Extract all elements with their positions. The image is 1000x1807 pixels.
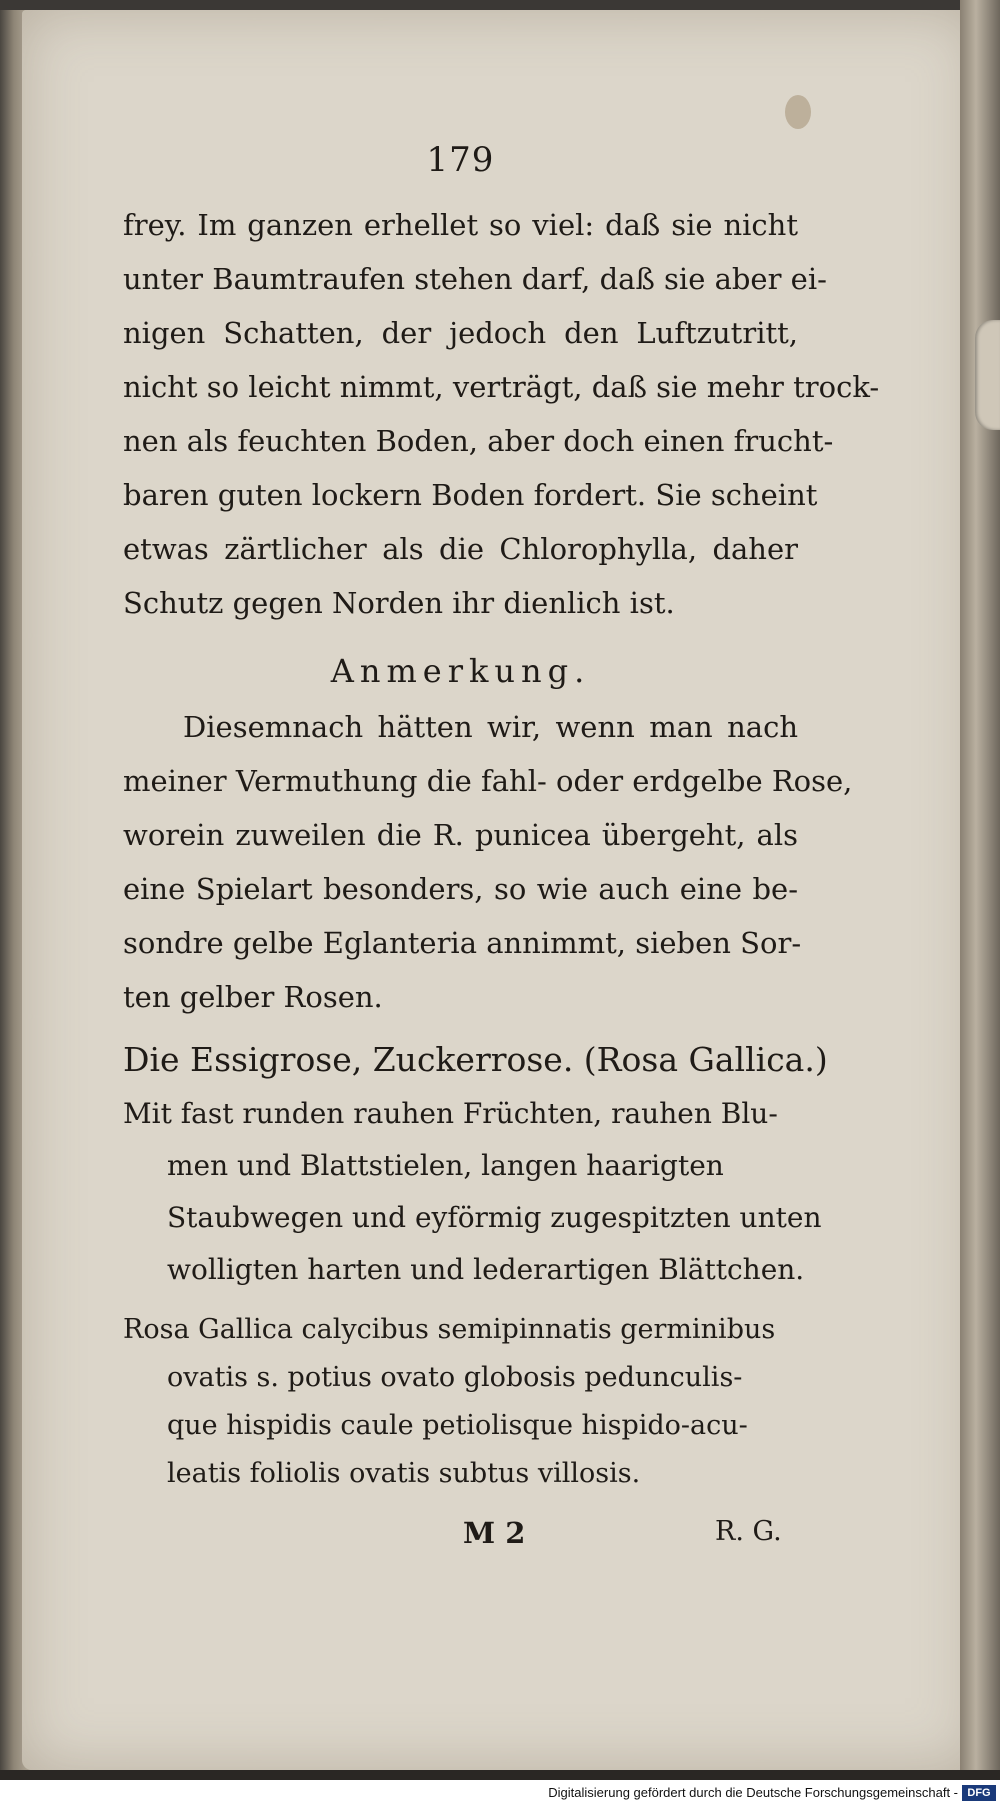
book-bottom-edge bbox=[0, 1770, 1000, 1780]
catchword: R. G. bbox=[715, 1516, 782, 1547]
page-tab bbox=[975, 320, 1000, 430]
text-line: etwas zärtlicher als die Chlorophylla, daher bbox=[123, 532, 798, 566]
text-line: ten gelber Rosen. bbox=[123, 980, 383, 1014]
dfg-logo: DFG bbox=[962, 1785, 996, 1801]
text-line: meiner Vermuthung die fahl- oder erdgelbe Rose, bbox=[123, 764, 853, 798]
text-line: frey. Im ganzen erhellet so viel: daß sie nicht bbox=[123, 208, 798, 242]
text-line: wolligten harten und lederartigen Blättchen. bbox=[167, 1253, 805, 1286]
text-line: ovatis s. potius ovato globosis pedunculis- bbox=[167, 1362, 743, 1393]
species-description bbox=[123, 1088, 822, 1296]
text-line: leatis foliolis ovatis subtus villosis. bbox=[167, 1458, 641, 1489]
banner-text: Digitalisierung gefördert durch die Deutsche Forschungsgemeinschaft - bbox=[548, 1785, 958, 1800]
text-line: Rosa Gallica calycibus semipinnatis germinibus bbox=[123, 1314, 776, 1345]
body-paragraph bbox=[123, 198, 880, 630]
page-number: 179 bbox=[426, 140, 495, 180]
text-line: Schutz gegen Norden ihr dienlich ist. bbox=[123, 586, 675, 620]
note-paragraph bbox=[123, 700, 853, 1024]
species-title: Die Essigrose, Zuckerrose. (Rosa Gallica.) bbox=[123, 1040, 828, 1079]
signature-mark: M 2 bbox=[463, 1516, 526, 1550]
section-heading: Anmerkung. bbox=[330, 652, 591, 690]
page-text bbox=[123, 140, 880, 1566]
text-line: que hispidis caule petiolisque hispido-acu- bbox=[167, 1410, 748, 1441]
text-line: nicht so leicht nimmt, verträgt, daß sie mehr trock- bbox=[123, 370, 880, 404]
latin-description bbox=[123, 1306, 798, 1498]
text-line: Staubwegen und eyförmig zugespitzten unten bbox=[167, 1201, 822, 1234]
text-line: Mit fast runden rauhen Früchten, rauhen Blu- bbox=[123, 1097, 778, 1130]
text-line: men und Blattstielen, langen haarigten bbox=[167, 1149, 724, 1182]
text-line: baren guten lockern Boden fordert. Sie scheint bbox=[123, 478, 818, 512]
text-line: sondre gelbe Eglanteria annimmt, sieben Sor- bbox=[123, 926, 802, 960]
text-line: worein zuweilen die R. punicea übergeht, als bbox=[123, 818, 798, 852]
text-line: unter Baumtraufen stehen darf, daß sie aber ei- bbox=[123, 262, 827, 296]
text-line: Diesemnach hätten wir, wenn man nach bbox=[183, 710, 798, 744]
text-line: nen als feuchten Boden, aber doch einen frucht- bbox=[123, 424, 834, 458]
text-line: nigen Schatten, der jedoch den Luftzutritt, bbox=[123, 316, 798, 350]
page-stack-edge bbox=[960, 0, 1000, 1807]
paper-stain bbox=[785, 95, 811, 129]
text-line: eine Spielart besonders, so wie auch eine be- bbox=[123, 872, 798, 906]
page-footer bbox=[123, 1516, 798, 1566]
digitization-banner bbox=[0, 1780, 1000, 1807]
